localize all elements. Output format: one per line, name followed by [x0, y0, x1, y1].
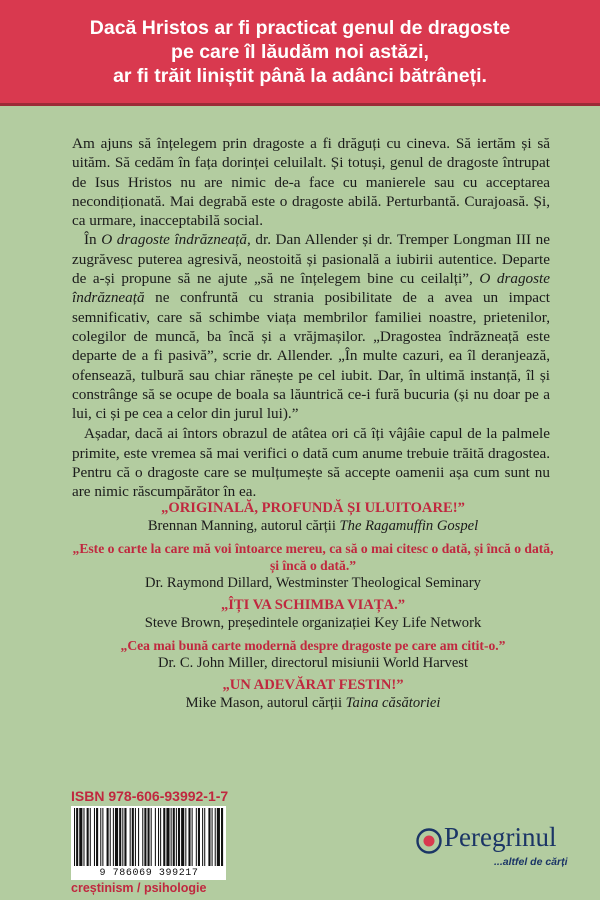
- endorsement-author: Steve Brown, președintele organizației Key Life Network: [144, 615, 482, 631]
- endorsements: [70, 500, 556, 717]
- endorsement-quote: „Cea mai bună carte modernă despre dragoste pe care am citit-o.”: [120, 638, 506, 653]
- endorsement-quote: „UN ADEVĂRAT FESTIN!”: [222, 677, 404, 693]
- isbn-label: ISBN 978-606-93992-1-7: [71, 788, 229, 804]
- author-name: Mike Mason, autorul cărții: [185, 695, 346, 711]
- endorsement-author: [70, 694, 556, 712]
- endorsement-item: [70, 540, 556, 592]
- paragraph-2-prefix: În: [84, 231, 102, 249]
- barcode-digits: 9 786069 399217: [72, 868, 226, 880]
- description-paragraph-1: Am ajuns să înțelegem prin dragoste a fi drăguți cu cineva. Să iertăm și să uităm. Să cedăm în fața dorinței celuilalt. Și totuși, genul de dragoste întrupat de Isus Hristos nu are nimic de-a face cu manierele sau cu acceptarea necondiționată. Mai degrabă este o dragoste abilă. Perturbantă. Curajoasă. Și, ca urmare, inacceptabilă social.: [72, 135, 550, 230]
- endorsement-quote: „Este o carte la care mă voi întoarce mereu, ca să o mai citesc o dată, și încă o dată, și încă o dată.”: [72, 541, 554, 573]
- endorsement-author: Dr. C. John Miller, directorul misiunii World Harvest: [157, 655, 469, 671]
- publisher-name: Peregrinul: [444, 822, 557, 852]
- banner-line-3: ar fi trăit liniștit până la adânci bătrâneți.: [113, 64, 487, 87]
- target-icon: [416, 828, 442, 854]
- book-title-italic: O dragoste îndrăzneață: [101, 231, 248, 249]
- description-paragraph-2: [72, 230, 550, 423]
- category-label: creștinism / psihologie: [71, 881, 207, 895]
- banner-line-2: pe care îl lăudăm noi astăzi,: [171, 40, 429, 63]
- author-name: Brennan Manning, autorul cărții: [147, 518, 340, 534]
- publisher-tagline: ...altfel de cărți: [494, 856, 568, 868]
- description-text: [72, 134, 550, 502]
- endorsement-item: [70, 597, 556, 632]
- paragraph-2-suffix: ne confruntă cu strania posibilitate de a avea un impact semnificativ, care să schimbe viața membrilor familiei noastre, prietenilor, colegilor de muncă, ba încă și a vrăjmașilor. „Dragostea îndrăzneață este departe de a fi pasivă”, scrie dr. Allender. „În multe cazuri, ea îl deranjează, ofensează, tulbură sau chiar rănește pe cel iubit. Dar, în ultimă instanță, îl și constrânge să se ocupe de boala sa lăuntrică ce-i fură bucuria (și nu doar pe a lui, ci și pe cea a celor din jurul lui).”: [72, 289, 550, 423]
- book-title-italic-2: O dragoste îndrăzneață: [72, 270, 551, 307]
- banner-line-1: Dacă Hristos ar fi practicat genul de dragoste: [89, 16, 511, 39]
- endorsement-quote: „ÎȚI VA SCHIMBA VIAȚA.”: [220, 597, 406, 613]
- endorsement-item: [70, 677, 556, 712]
- endorsement-author: Dr. Raymond Dillard, Westminster Theological Seminary: [145, 575, 481, 591]
- endorsement-item: [70, 637, 556, 672]
- author-work-title: The Ragamuffin Gospel: [339, 518, 479, 534]
- endorsement-quote: „ORIGINALĂ, PROFUNDĂ ȘI ULUITOARE!”: [161, 500, 465, 516]
- paragraph-2-middle: , dr. Dan Allender și dr. Tremper Longman III ne zugrăvesc puterea agresivă, neostoită și pasională a iubirii autentice. Departe de a-și propune să ne ajute „să ne înțelegem bine cu ceilalți”,: [72, 231, 551, 288]
- endorsement-author: [70, 517, 556, 535]
- barcode-bars: [71, 806, 226, 868]
- description-paragraph-3: Așadar, dacă ai întors obrazul de atâtea ori că îți vâjâie capul de la palmele primite, este vremea să mai verifici o dată cum anume trebuie trăită dragostea. Pentru că o dragoste care se mulțumește să accepte oamenii așa cum sunt nu are nimic răscumpărător în ea.: [72, 425, 550, 501]
- publisher-logo: [416, 822, 568, 882]
- endorsement-item: [70, 500, 556, 535]
- author-work-title: Taina căsătoriei: [345, 695, 441, 711]
- header-banner: [0, 0, 600, 106]
